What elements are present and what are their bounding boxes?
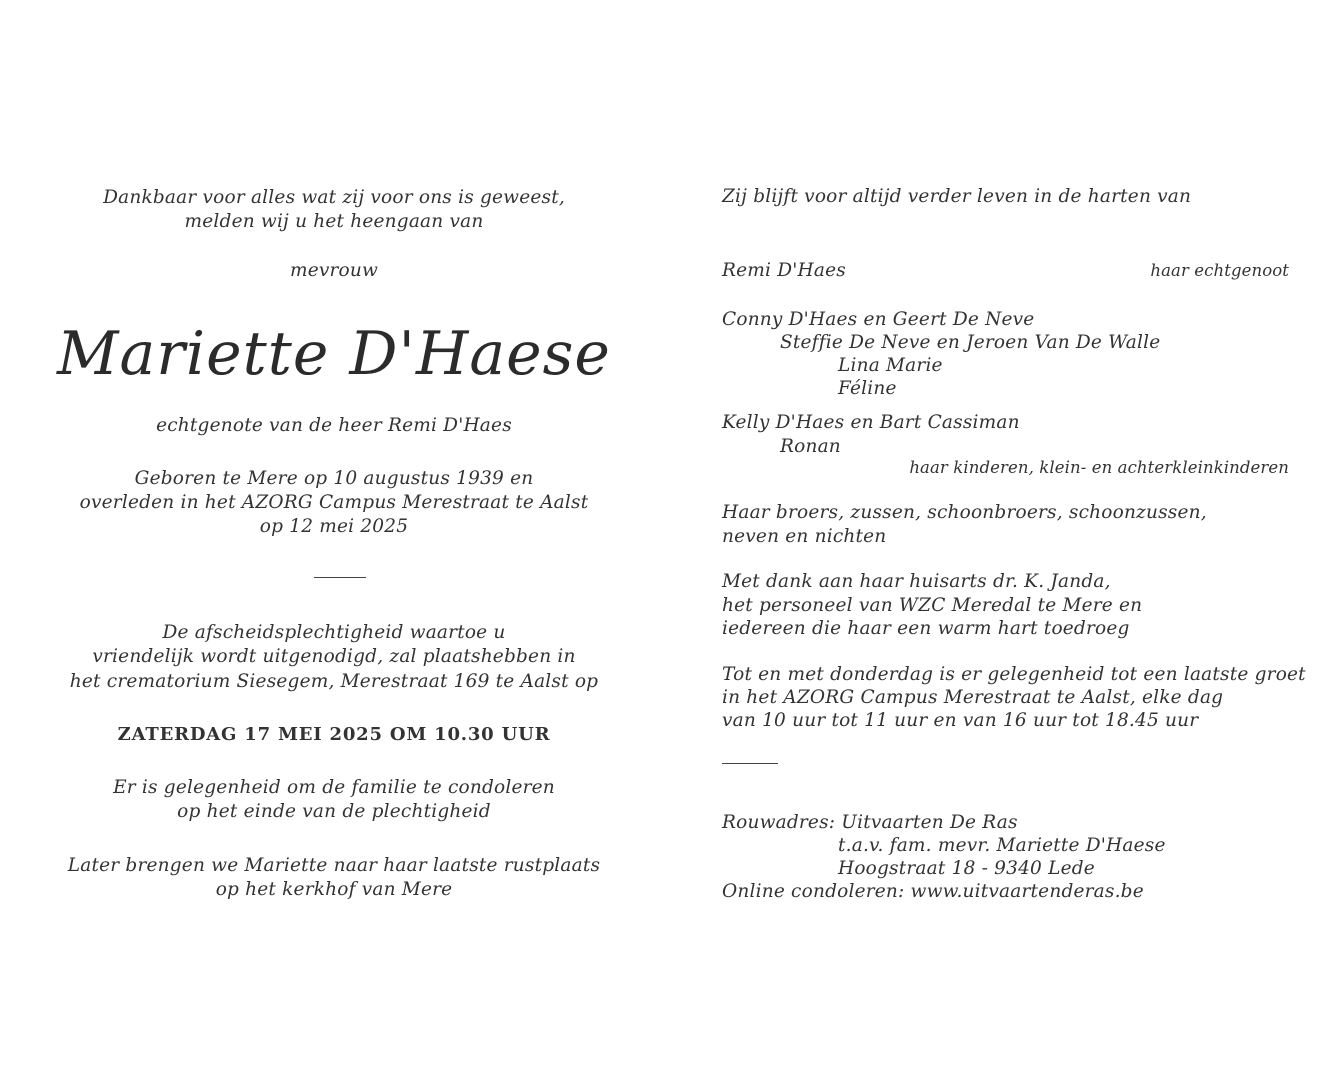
ceremony-line-3: het crematorium Siesegem, Merestraat 169 te Aalst op <box>69 671 599 692</box>
ceremony-line-2: vriendelijk wordt uitgenodigd, zal plaatshebben in <box>92 646 576 667</box>
family-member: Kelly D'Haes en Bart Cassiman <box>722 412 1020 433</box>
family-member: Ronan <box>780 436 841 457</box>
birth-line-3: op 12 mei 2025 <box>259 516 409 537</box>
intro-line-1: Dankbaar voor alles wat zij voor ons is geweest, <box>103 187 565 208</box>
address-line-1: t.a.v. fam. mevr. Mariette D'Haese <box>838 835 1166 856</box>
husband-name: Remi D'Haes <box>722 260 846 281</box>
thanks-line-3: iedereen die haar een warm hart toedroeg <box>722 618 1130 639</box>
visitation-line-2: in het AZORG Campus Merestraat te Aalst, elke dag <box>722 687 1224 708</box>
visitation-line-1: Tot en met donderdag is er gelegenheid tot een laatste groet <box>722 664 1306 685</box>
divider <box>722 763 778 764</box>
intro-line-2: melden wij u het heengaan van <box>184 211 484 232</box>
ceremony-line-1: De afscheidsplechtigheid waartoe u <box>162 622 506 643</box>
thanks-line-1: Met dank aan haar huisarts dr. K. Janda, <box>722 571 1111 592</box>
family-member: Féline <box>838 378 897 399</box>
honorific-title: mevrouw <box>289 260 379 281</box>
resting-place-line-2: op het kerkhof van Mere <box>215 879 453 900</box>
condolence-line-2: op het einde van de plechtigheid <box>177 801 491 822</box>
remembrance-intro: Zij blijft voor altijd verder leven in de harten van <box>722 186 1192 207</box>
visitation-line-3: van 10 uur tot 11 uur en van 16 uur tot 18.45 uur <box>722 710 1199 731</box>
siblings-line-1: Haar broers, zussen, schoonbroers, schoonzussen, <box>722 502 1207 523</box>
deceased-name: Mariette D'Haese <box>57 319 611 389</box>
family-member: Lina Marie <box>838 355 943 376</box>
family-member: Conny D'Haes en Geert De Neve <box>722 309 1035 330</box>
birth-line-1: Geboren te Mere op 10 augustus 1939 en <box>134 468 534 489</box>
husband-role: haar echtgenoot <box>1150 261 1289 280</box>
family-member: Steffie De Neve en Jeroen Van De Walle <box>780 332 1161 353</box>
siblings-line-2: neven en nichten <box>722 526 887 547</box>
children-role: haar kinderen, klein- en achterkleinkinderen <box>909 458 1289 477</box>
resting-place-line-1: Later brengen we Mariette naar haar laatste rustplaats <box>67 855 601 876</box>
address-label: Rouwadres: Uitvaarten De Ras <box>722 812 1018 833</box>
online-condolence-link[interactable]: Online condoleren: www.uitvaartenderas.be <box>722 881 1144 902</box>
spouse-line: echtgenote van de heer Remi D'Haes <box>156 415 512 436</box>
ceremony-date: ZATERDAG 17 MEI 2025 OM 10.30 UUR <box>117 724 551 745</box>
address-line-2: Hoogstraat 18 - 9340 Lede <box>838 858 1095 879</box>
divider <box>314 577 366 578</box>
thanks-line-2: het personeel van WZC Meredal te Mere en <box>722 595 1143 616</box>
condolence-line-1: Er is gelegenheid om de familie te condoleren <box>113 777 555 798</box>
birth-line-2: overleden in het AZORG Campus Merestraat te Aalst <box>79 492 589 513</box>
